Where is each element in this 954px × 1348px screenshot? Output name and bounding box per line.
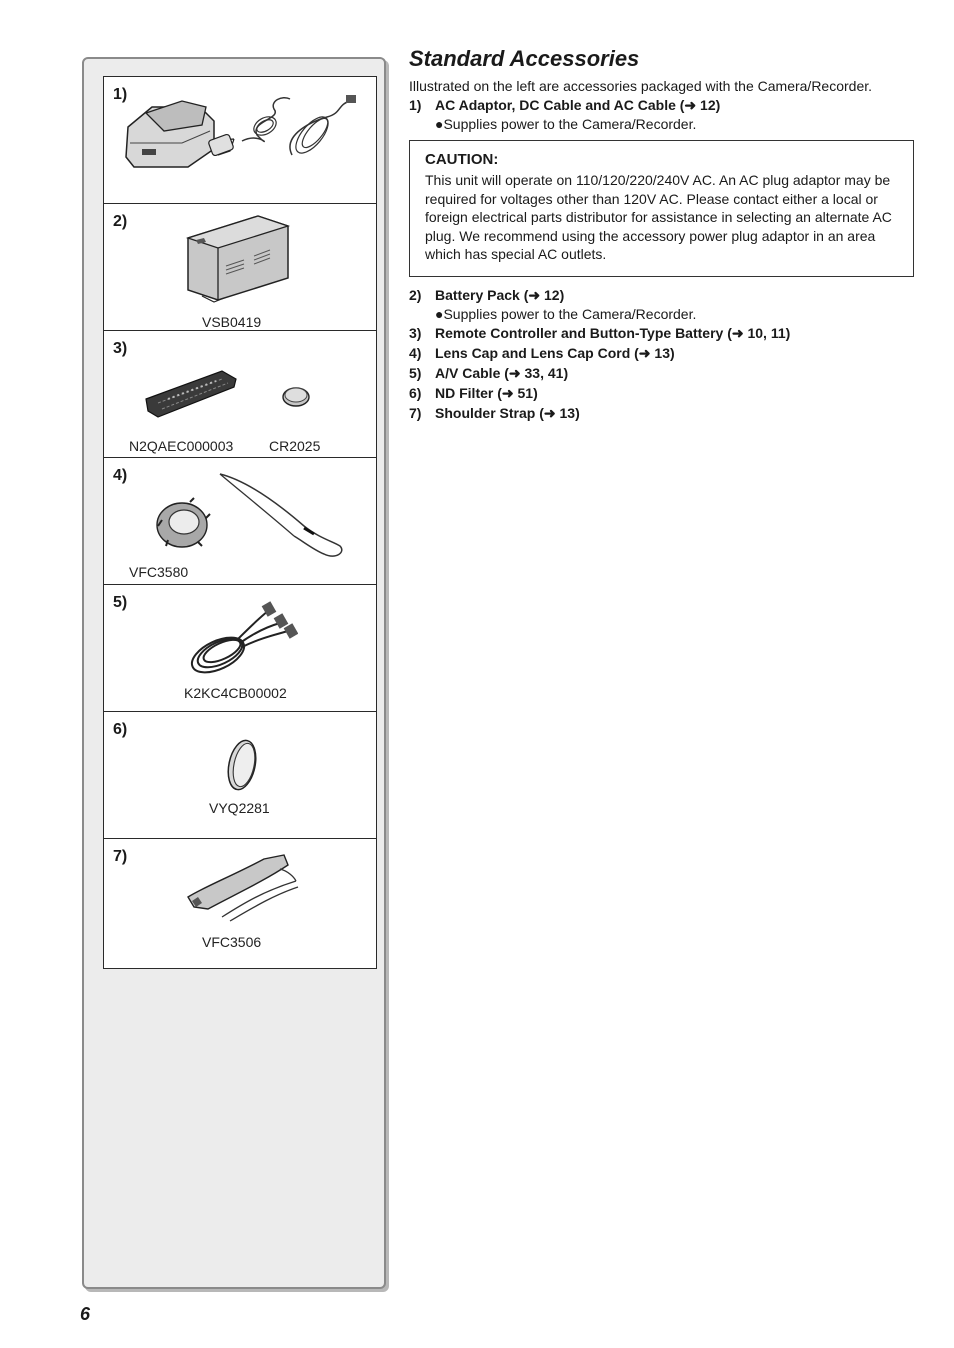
accessory-item [409, 287, 914, 304]
item-bullet: ●Supplies power to the Camera/Recorder. [435, 305, 697, 322]
accessory-item [409, 385, 914, 402]
intro-text: Illustrated on the left are accessories packaged with the Camera/Recorder. [409, 78, 873, 94]
accessory-cell-battery-pack [104, 204, 376, 331]
shoulder-strap-illustration [184, 851, 302, 926]
ac-adaptor-illustration [122, 91, 362, 171]
item-label: Battery Pack (➜ 12) [435, 286, 565, 303]
accessory-cell-nd-filter [104, 712, 376, 839]
part-code: K2KC4CB00002 [184, 685, 287, 701]
item-number: 5) [409, 364, 422, 381]
part-code: VYQ2281 [209, 800, 270, 816]
button-battery-illustration [280, 383, 312, 409]
item-label: AC Adaptor, DC Cable and AC Cable (➜ 12) [435, 97, 721, 113]
accessory-item [409, 325, 914, 342]
item-number: 7) [409, 404, 422, 421]
page-number: 6 [80, 1304, 91, 1324]
caution-body: This unit will operate on 110/120/220/240V AC. An AC plug adaptor may be required for voltages other than 120V AC. Please contact either a local or foreign electrical parts distributor for assistance in selecting an alternate AC plug. We recommend using the accessory power plug adaptor in an area which has special AC outlets. [425, 172, 892, 263]
accessory-number: 6) [113, 721, 128, 738]
accessory-cell-remote-controller [104, 331, 376, 458]
item-number: 6) [409, 384, 422, 401]
item-number: 2) [409, 286, 422, 303]
accessory-cell-lens-cap [104, 458, 376, 585]
accessory-number: 7) [113, 848, 128, 865]
page-title: Standard Accessories [409, 46, 640, 71]
item-number: 4) [409, 344, 422, 361]
item-label: Shoulder Strap (➜ 13) [435, 404, 580, 421]
part-code: N2QAEC000003 [129, 438, 234, 454]
caution-title: CAUTION: [425, 151, 499, 168]
accessories-text-column [409, 46, 914, 422]
accessory-number: 1) [113, 86, 128, 103]
part-code: CR2025 [269, 438, 321, 454]
accessory-cell-av-cable [104, 585, 376, 712]
nd-filter-illustration [224, 736, 260, 794]
accessory-number: 4) [113, 467, 128, 484]
accessory-cell-shoulder-strap [104, 839, 376, 968]
av-cable-illustration [188, 599, 298, 679]
accessory-item [409, 405, 914, 422]
accessory-item [409, 345, 914, 362]
accessory-number: 3) [113, 340, 128, 357]
item-label: Remote Controller and Button-Type Battery (➜ 10, 11) [435, 324, 791, 341]
remote-controller-illustration [142, 365, 242, 423]
item-label: Lens Cap and Lens Cap Cord (➜ 13) [435, 344, 675, 361]
item-label: A/V Cable (➜ 33, 41) [435, 364, 569, 381]
accessory-cell-ac-adaptor [104, 77, 376, 204]
item-number: 3) [409, 324, 422, 341]
part-code: VSB0419 [202, 314, 262, 330]
accessory-number: 2) [113, 213, 128, 230]
item-label: ND Filter (➜ 51) [435, 384, 538, 401]
accessory-item [409, 97, 914, 114]
part-code: VFC3580 [129, 564, 189, 580]
accessory-item [409, 365, 914, 382]
battery-pack-illustration [184, 212, 294, 307]
part-code: VFC3506 [202, 934, 262, 950]
accessories-illustration-table [103, 76, 377, 969]
caution-box [409, 140, 914, 277]
item-number: 1) [409, 97, 422, 113]
item-bullet: ●Supplies power to the Camera/Recorder. [435, 116, 697, 132]
accessory-number: 5) [113, 594, 128, 611]
lens-cap-illustration [154, 470, 349, 570]
